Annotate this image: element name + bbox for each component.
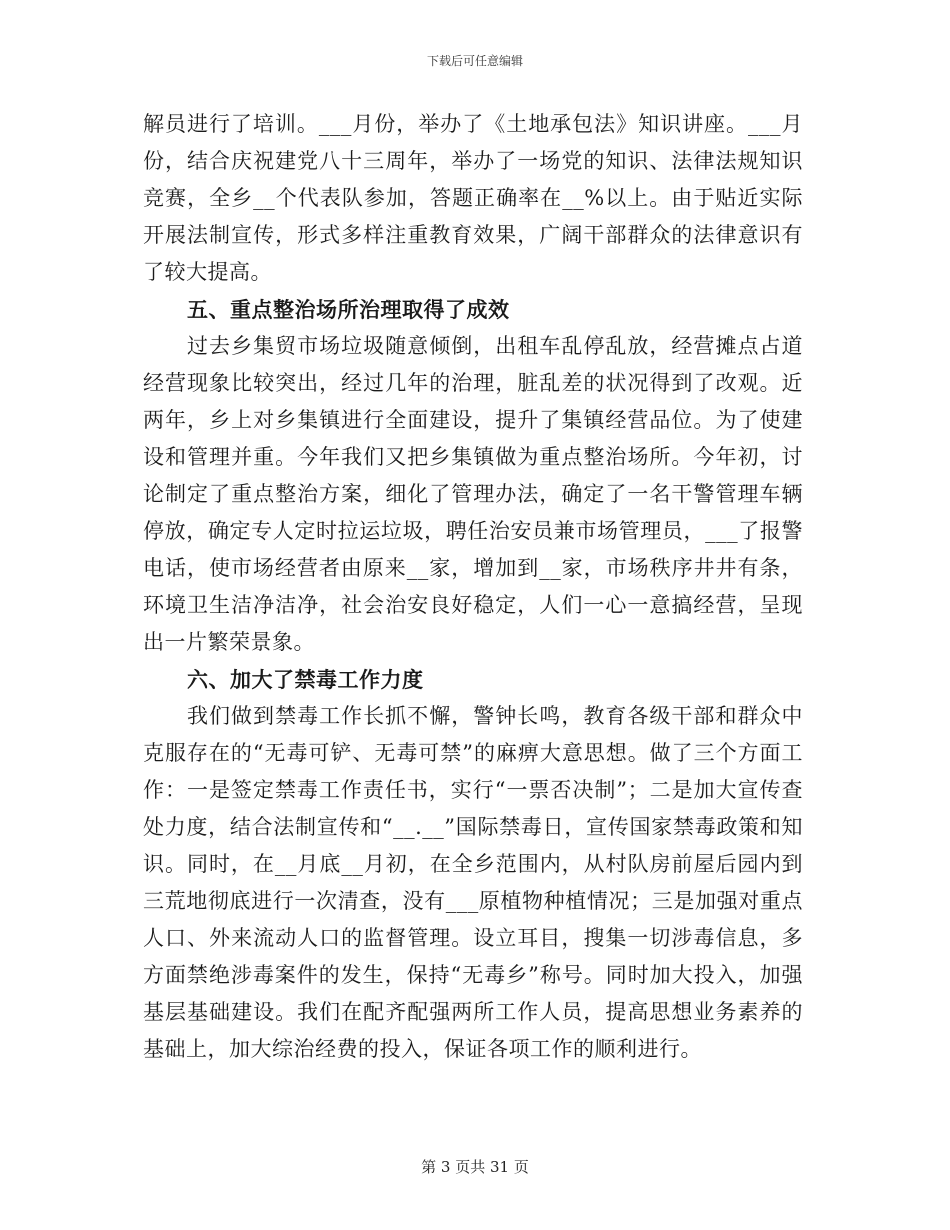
paragraph-market-rectification: 过去乡集贸市场垃圾随意倾倒，出租车乱停乱放，经营摊点占道经营现象比较突出，经过几年的治理，脏乱差的状况得到了改观。近两年，乡上对乡集镇进行全面建设，提升了集镇经营品位。为了使建设和管理并重。今年我们又把乡集镇做为重点整治场所。今年初，讨论制定了重点整治方案，细化了管理办法，确定了一名干警管理车辆停放，确定专人定时拉运垃圾，聘任治安员兼市场管理员，___了报警电话，使市场经营者由原来__家，增加到__家，市场秩序井井有条，环境卫生洁净洁净，社会治安良好稳定，人们一心一意搞经营，呈现出一片繁荣景象。 [143, 334, 803, 654]
document-body [143, 106, 803, 1068]
page-footer-number: 第 3 页共 31 页 [421, 1158, 529, 1176]
section-heading-6: 六、加大了禁毒工作力度 [187, 667, 424, 692]
page-header-note: 下载后可任意编辑 [426, 54, 523, 68]
section-heading-5: 五、重点整治场所治理取得了成效 [187, 297, 510, 322]
paragraph-anti-drug: 我们做到禁毒工作长抓不懈，警钟长鸣，教育各级干部和群众中克服存在的“无毒可铲、无毒可禁”的麻痹大意思想。做了三个方面工作：一是签定禁毒工作责任书，实行“一票否决制”；二是加大宣传查处力度，结合法制宣传和“__.__”国际禁毒日，宣传国家禁毒政策和知识。同时，在__月底__月初，在全乡范围内，从村队房前屋后园内到三荒地彻底进行一次清查，没有___原植物种植情况；三是加强对重点人口、外来流动人口的监督管理。设立耳目，搜集一切涉毒信息，多方面禁绝涉毒案件的发生，保持“无毒乡”称号。同时加大投入，加强基层基础建设。我们在配齐配强两所工作人员，提高思想业务素养的基础上，加大综治经费的投入，保证各项工作的顺利进行。 [143, 704, 803, 1061]
paragraph-training: 解员进行了培训。___月份，举办了《土地承包法》知识讲座。___月份，结合庆祝建党八十三周年，举办了一场党的知识、法律法规知识竞赛，全乡__个代表队参加，答题正确率在__%以上。由于贴近实际开展法制宣传，形式多样注重教育效果，广阔干部群众的法律意识有了较大提高。 [143, 112, 803, 284]
